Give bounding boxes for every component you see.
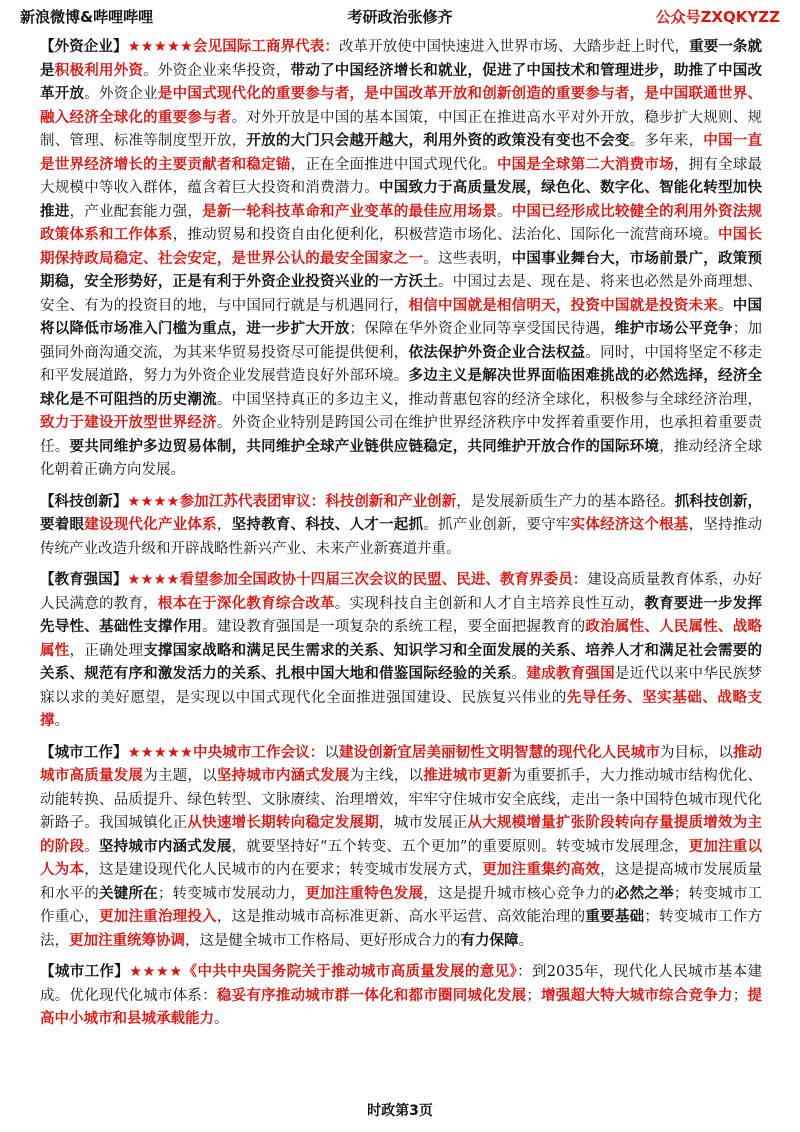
highlight-red-text: 建设创新宜居美丽韧性文明智慧的现代化人民城市 bbox=[338, 744, 660, 761]
emphasis-bold-text: 开放的大门只会越开越大，利用外资的政策没有变也不会变 bbox=[246, 133, 630, 149]
emphasis-bold-text: 坚持城市内涵式发展 bbox=[98, 838, 232, 855]
emphasis-bold-text: 【外资企业】 bbox=[40, 39, 128, 55]
section-urban-work-conference bbox=[40, 742, 762, 954]
highlight-red-text: 先导任务、坚实基础、战略支撑 bbox=[40, 689, 762, 729]
highlight-red-text: ★★★★参加江苏代表团审议： bbox=[127, 493, 326, 510]
body-text: ， bbox=[216, 517, 232, 533]
emphasis-bold-text: 【教育强国】 bbox=[40, 572, 128, 588]
emphasis-bold-text: 维护市场公平竞争 bbox=[614, 321, 733, 337]
document-body bbox=[40, 36, 762, 1040]
body-text: ，推动经济全球化朝着正确方向发展。 bbox=[40, 438, 763, 478]
emphasis-bold-text: 必然之举 bbox=[614, 885, 674, 902]
body-text: 。中国过去是、现在是、将来也必然是外商理想、安全、有为的投资目的地，与中国同行就是与机遇同行， bbox=[40, 274, 762, 314]
body-text: ，就要坚持好“五个转变、五个更加”的重要原则。转变城市发展理念， bbox=[231, 838, 689, 855]
highlight-red-text: 建成教育强国 bbox=[526, 666, 615, 682]
header-right-account: 公众号ZXQKYZZ bbox=[655, 8, 780, 26]
highlight-red-text: 更加注重以人为本 bbox=[40, 838, 763, 878]
body-text: ；转变城市工作重心， bbox=[40, 885, 763, 925]
body-text: ；转变城市发展动力， bbox=[157, 885, 306, 902]
body-text: 。抓产业创新，要守牢 bbox=[423, 517, 571, 533]
highlight-red-text: 是中国式现代化的重要参与者，是中国改革开放和创新创造的重要参与者，是中国联通世界、融入经济全球化的重要参与者 bbox=[40, 86, 763, 126]
highlight-red-text: 中国是全球第二大消费市场 bbox=[496, 156, 674, 173]
body-text: 。 bbox=[518, 932, 533, 949]
highlight-red-text: ★★★★看望参加全国政协十四届三次会议的民盟、民进、教育界委员： bbox=[127, 572, 588, 588]
highlight-red-text: 更加注重集约高效 bbox=[482, 862, 601, 878]
highlight-red-text: 从大规模增量扩张阶段转向存量提质增效为主的阶段 bbox=[40, 815, 763, 855]
body-text: ，这是健全城市工作格局、更好形成合力的 bbox=[185, 932, 461, 949]
body-text: 为目标，以 bbox=[659, 744, 733, 761]
emphasis-bold-text: 【城市工作】 bbox=[40, 964, 130, 980]
emphasis-bold-text: 抓科技创新，要着眼 bbox=[40, 493, 763, 533]
emphasis-bold-text: 坚持教育、科技、人才一起抓 bbox=[231, 517, 424, 533]
highlight-red-text: ★★★★《中共中央国务院关于推动城市高质量发展的意见》 bbox=[129, 964, 518, 980]
body-text: 是近代以来中华民族梦寐以求的美好愿望，是实现以中国式现代化全面推进强国建设、民族复兴伟业的 bbox=[40, 666, 763, 706]
section-tech-innovation bbox=[40, 491, 762, 562]
body-text: 以 bbox=[324, 744, 339, 761]
highlight-red-text: 坚持城市内涵式发展 bbox=[216, 768, 350, 784]
body-text: ；加强同外商沟通交流，为其来华贸易投资尽可能提供便利， bbox=[40, 321, 763, 361]
body-text: ；转变城市工作方法， bbox=[40, 909, 763, 949]
body-text: 。外资企业特别是跨国公司在维护世界经济秩序中发挥着重要作用，也承担着重要责任。 bbox=[40, 415, 762, 455]
body-text: 。 bbox=[84, 838, 99, 855]
emphasis-bold-text: 中国将以降低市场准入门槛为重点，进一步扩大开放 bbox=[40, 297, 763, 337]
emphasis-bold-text: 重要一条就是 bbox=[40, 39, 763, 79]
body-text: ，坚持推动传统产业改造升级和开辟战略性新兴产业、未来产业新赛道并重。 bbox=[40, 517, 763, 557]
highlight-red-text: 增强超大特大城市综合竞争力 bbox=[540, 987, 733, 1004]
body-text: ，推动贸易和投资自由化便利化，积极营造市场化、法治化、国际化一流营商环境。 bbox=[172, 227, 719, 243]
emphasis-bold-text: 带动了中国经济增长和就业，促进了中国技术和管理进步，助推了中国改革开放 bbox=[40, 62, 763, 102]
emphasis-bold-text: 教育要进一步发挥先导性、基础性支撑作用 bbox=[40, 595, 763, 635]
section-urban-work-opinions bbox=[40, 961, 762, 1032]
emphasis-bold-text: 【城市工作】 bbox=[40, 744, 128, 761]
page-header bbox=[20, 6, 780, 30]
body-text: 。这些表明， bbox=[423, 250, 512, 267]
emphasis-bold-text: 中国事业舞台大，市场前景广，政策预期稳，安全形势好，正是有利于外资企业投资兴业的一方沃土 bbox=[40, 250, 763, 290]
body-text: ，是发展新质生产力的基本路径。 bbox=[456, 493, 675, 510]
body-text: ：到2035年，现代化人民城市基本建成。优化现代化城市体系： bbox=[40, 964, 762, 1004]
highlight-red-text: 建设现代化产业体系 bbox=[84, 517, 217, 533]
emphasis-bold-text: 依法保护外资企业合法权益 bbox=[408, 344, 586, 361]
body-text: 。 bbox=[214, 1011, 229, 1027]
emphasis-bold-text: 有力保障 bbox=[460, 932, 519, 949]
body-text: 。中国坚持真正的多边主义，推动普惠包容的经济全球化，积极参与全球经济治理， bbox=[216, 391, 762, 408]
body-text: 。实现科技自主创新和人才自主培养良性互动， bbox=[334, 595, 645, 612]
body-text: 。 bbox=[718, 297, 733, 314]
body-text: ； bbox=[526, 987, 541, 1004]
body-text: ，拥有全球最大规模中等收入群体，蕴含着巨大投资和消费潜力。 bbox=[40, 156, 763, 196]
body-text: ，产业配套能力强， bbox=[69, 203, 203, 220]
body-text: 。 bbox=[54, 713, 69, 729]
body-text: ； bbox=[732, 987, 748, 1004]
body-text: 为主题，以 bbox=[143, 768, 217, 784]
highlight-red-text: 是新一轮科技革命和产业变革的最佳应用场景 bbox=[202, 203, 497, 220]
body-text: ，正在全面推进中国式现代化。 bbox=[290, 156, 497, 173]
highlight-red-text: 提高中小城市和县城承载能力 bbox=[40, 987, 763, 1027]
body-text: ，城市发展正 bbox=[379, 815, 468, 831]
body-text: ，这是提升城市核心竞争力的 bbox=[423, 885, 615, 902]
page-number: 时政第3页 bbox=[367, 1103, 433, 1119]
body-text: 。同时，中国将坚定不移走和平发展道路，努力为外资企业发展营造良好外部环境。 bbox=[40, 344, 763, 384]
body-text: ，这是建设现代化人民城市的内在要求；转变城市发展方式， bbox=[84, 862, 483, 878]
highlight-red-text: ★★★★★中央城市工作会议： bbox=[127, 744, 325, 761]
highlight-red-text: 中国已经形成比较健全的利用外资法规政策体系和工作体系 bbox=[40, 203, 763, 243]
highlight-red-text: 中国长期保持政局稳定、社会安定，是世界公认的最安全国家之一 bbox=[40, 227, 763, 267]
body-text: 为重要抓手，大力推动城市结构优化、动能转换、品质提升、绿色转型、文脉赓续、治理增效，牢牢守住城市安全底线，走出一条中国特色城市现代化新路子。我国城镇化正 bbox=[40, 768, 763, 831]
emphasis-bold-text: 【科技创新】 bbox=[40, 493, 128, 510]
highlight-red-text: 中国一直是世界经济增长的主要贡献者和稳定锚 bbox=[40, 133, 763, 173]
emphasis-bold-text: 支撑国家战略和满足民生需求的关系、知识学习和全面发展的关系、培养人才和满足社会需要的关系、规范有序和激发活力的关系、扎根中国大地和借鉴国际经验的关系 bbox=[40, 642, 763, 682]
body-text: 。对外开放是中国的基本国策，中国正在推进高水平对外开放，稳步扩大规则、规制、管理、标准等制度型开放， bbox=[40, 109, 763, 149]
emphasis-bold-text: 要共同维护多边贸易体制，共同维护全球产业链供应链稳定，共同维护开放合作的国际环境 bbox=[69, 438, 660, 455]
emphasis-bold-text: 多边主义是解决世界面临困难挑战的必然选择，经济全球化是不可阻挡的历史潮流 bbox=[40, 368, 763, 408]
header-title: 考研政治张修齐 bbox=[347, 8, 453, 26]
body-text: ，这是推动城市高标准更新、高水平运营、高效能治理的 bbox=[216, 909, 586, 925]
body-text: 。 bbox=[511, 666, 527, 682]
body-text: 。外资企业 bbox=[84, 86, 158, 102]
body-text: 。 bbox=[496, 203, 512, 220]
highlight-red-text: 更加注重特色发展 bbox=[305, 885, 424, 902]
body-text: 为主线，以 bbox=[349, 768, 424, 784]
emphasis-bold-text: 关键所在 bbox=[98, 885, 158, 902]
highlight-red-text: 实体经济这个根基 bbox=[570, 517, 689, 533]
highlight-red-text: 更加注重统筹协调 bbox=[69, 932, 185, 949]
highlight-red-text: 稳妥有序推动城市群一体化和都市圈同城化发展 bbox=[216, 987, 527, 1004]
highlight-red-text: ★★★★★会见国际工商界代表： bbox=[127, 39, 339, 55]
body-text: 。外资企业来华投资， bbox=[143, 62, 291, 79]
section-foreign-enterprises bbox=[40, 36, 762, 483]
body-text: ，这是提高城市发展质量和水平的 bbox=[40, 862, 763, 902]
section-education-power bbox=[40, 569, 762, 734]
emphasis-bold-text: 中国致力于高质量发展，绿色化、数字化、智能化转型加快推进 bbox=[40, 180, 763, 220]
body-text: ；保障在华外资企业同等享受国民待遇， bbox=[349, 321, 615, 337]
header-left-source: 新浪微博&哔哩哔哩 bbox=[20, 8, 154, 26]
body-text: 。多年来， bbox=[629, 133, 704, 149]
body-text: ，正确处理 bbox=[69, 642, 144, 659]
highlight-red-text: 根本在于深化教育综合改革 bbox=[157, 595, 335, 612]
highlight-red-text: 政治属性、人民属性、战略属性 bbox=[40, 619, 763, 659]
body-text: 。建设教育强国是一项复杂的系统工程，要全面把握教育的 bbox=[202, 619, 586, 635]
highlight-red-text: 推进城市更新 bbox=[423, 768, 512, 784]
body-text: 建设高质量教育体系，办好人民满意的教育， bbox=[40, 572, 763, 612]
highlight-red-text: 更加注重治理投入 bbox=[98, 909, 217, 925]
highlight-red-text: 积极利用外资 bbox=[54, 62, 144, 79]
highlight-red-text: 从快速增长期转向稳定发展期 bbox=[187, 815, 380, 831]
highlight-red-text: 致力于建设开放型世界经济 bbox=[40, 415, 217, 431]
emphasis-bold-text: 重要基础 bbox=[585, 909, 645, 925]
highlight-red-text: 科技创新和产业创新 bbox=[325, 493, 457, 510]
highlight-red-text: 相信中国就是相信明天，投资中国就是投资未来 bbox=[408, 297, 719, 314]
body-text: 改革开放使中国快速进入世界市场、大踏步赶上时代， bbox=[338, 39, 690, 55]
highlight-red-text: 推动城市高质量发展 bbox=[40, 744, 763, 784]
